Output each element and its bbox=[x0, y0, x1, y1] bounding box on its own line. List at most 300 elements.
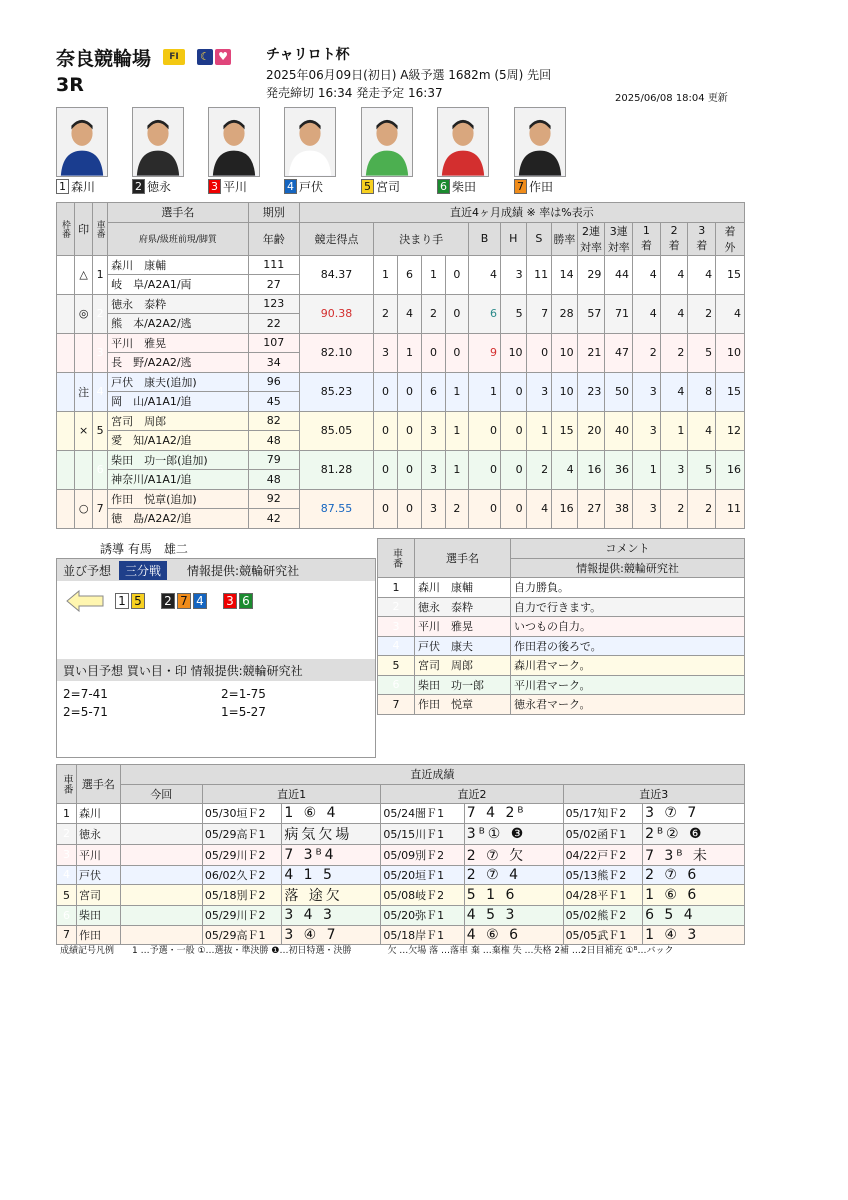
recent-row bbox=[57, 885, 745, 906]
cell-ma: 1 bbox=[445, 411, 468, 450]
cell-ren2: 16 bbox=[577, 450, 605, 489]
cell-win: 15 bbox=[552, 411, 578, 450]
rec-car: 4 bbox=[57, 865, 77, 885]
col-second: 2 着 bbox=[660, 222, 688, 255]
line-car-badge: 1 bbox=[115, 593, 129, 609]
cell-mark: ◎ bbox=[75, 294, 93, 333]
cell-b: 0 bbox=[469, 411, 501, 450]
recent-row bbox=[57, 823, 745, 844]
comment-row bbox=[378, 597, 745, 617]
comment-row bbox=[378, 695, 745, 715]
rec-r1: 3 4 3 bbox=[282, 906, 381, 926]
rec-r2d: 05/08岐Ｆ2 bbox=[381, 885, 464, 906]
cell-f2: 2 bbox=[660, 489, 688, 528]
cell-age: 42 bbox=[248, 509, 299, 529]
line-car-badge: 7 bbox=[177, 593, 191, 609]
cell-makuri: 1 bbox=[397, 333, 421, 372]
cell-hh: 0 bbox=[501, 372, 527, 411]
cell-f2: 1 bbox=[660, 411, 688, 450]
col-ren2: 2連 対率 bbox=[577, 222, 605, 255]
rec-r2d: 05/24闇Ｆ1 bbox=[381, 804, 464, 824]
cmt-provider: 情報提供:競輪研究社 bbox=[511, 558, 745, 578]
cmt-name: 森川 康輔 bbox=[415, 578, 511, 598]
racer-short-name: 徳永 bbox=[147, 179, 172, 194]
cmt-col-name: 選手名 bbox=[415, 539, 511, 578]
cell-car: 4 bbox=[93, 372, 108, 411]
cell-sashi: 0 bbox=[422, 333, 445, 372]
cell-makuri: 0 bbox=[397, 450, 421, 489]
cell-period: 123 bbox=[248, 294, 299, 314]
cell-hh: 0 bbox=[501, 411, 527, 450]
cell-f3: 2 bbox=[688, 489, 716, 528]
cell-s: 4 bbox=[526, 489, 552, 528]
cell-makuri: 0 bbox=[397, 372, 421, 411]
rec-name: 宮司 bbox=[77, 885, 121, 906]
cell-pref: 徳 島/A2A2/追 bbox=[108, 509, 249, 529]
line-car-badge: 4 bbox=[193, 593, 207, 609]
cell-ma: 2 bbox=[445, 489, 468, 528]
cell-win: 16 bbox=[552, 489, 578, 528]
cmt-name: 作田 悦章 bbox=[415, 695, 511, 715]
racer-photo-label bbox=[284, 178, 323, 194]
line-car-badge: 6 bbox=[239, 593, 253, 609]
racer-photo bbox=[361, 107, 413, 177]
car-number-badge: 5 bbox=[361, 179, 374, 194]
cell-f2: 2 bbox=[660, 333, 688, 372]
racer-row bbox=[57, 294, 745, 314]
rec-r3d: 04/22戸Ｆ2 bbox=[563, 844, 643, 865]
cell-name: 森川 康輔 bbox=[108, 255, 249, 275]
col-win: 勝率 bbox=[552, 222, 578, 255]
rec-car: 5 bbox=[57, 885, 77, 906]
recent-row bbox=[57, 906, 745, 926]
line-type: 三分戦 bbox=[119, 561, 167, 580]
comment-row bbox=[378, 656, 745, 676]
rec-r2d: 05/20弥Ｆ1 bbox=[381, 906, 464, 926]
cell-age: 27 bbox=[248, 275, 299, 295]
cell-nige: 0 bbox=[374, 489, 397, 528]
cell-win: 14 bbox=[552, 255, 578, 294]
col-name: 選手名 bbox=[108, 203, 249, 223]
cell-name: 作田 悦章(追加) bbox=[108, 489, 249, 509]
car-number-badge: 1 bbox=[56, 179, 69, 194]
cell-car: 1 bbox=[93, 255, 108, 294]
cmt-text: 作田君の後ろで。 bbox=[511, 636, 745, 656]
line-group bbox=[115, 593, 147, 609]
racer-photo bbox=[437, 107, 489, 177]
line-header bbox=[57, 559, 375, 581]
cmt-col-car: 車番 bbox=[378, 539, 415, 578]
cmt-name: 徳永 泰粋 bbox=[415, 597, 511, 617]
cell-ren2: 27 bbox=[577, 489, 605, 528]
rec-r3: 1 ⑥ 6 bbox=[643, 885, 745, 906]
cell-makuri: 6 bbox=[397, 255, 421, 294]
venue-title: 奈良競輪場 bbox=[56, 48, 152, 70]
line-provider: 情報提供:競輪研究社 bbox=[187, 563, 300, 578]
cell-sashi: 3 bbox=[422, 489, 445, 528]
rec-r3: 2ᴮ② ❻ bbox=[643, 823, 745, 844]
cell-out: 15 bbox=[716, 255, 745, 294]
cmt-name: 柴田 功一郎 bbox=[415, 675, 511, 695]
cell-b: 9 bbox=[469, 333, 501, 372]
rec-name: 戸伏 bbox=[77, 865, 121, 885]
cell-out: 4 bbox=[716, 294, 745, 333]
rec-r2d: 05/18岸Ｆ1 bbox=[381, 925, 464, 945]
cell-mark bbox=[75, 450, 93, 489]
cell-f3: 4 bbox=[688, 411, 716, 450]
rec-col-r2: 直近2 bbox=[381, 784, 563, 804]
cmt-text: 森川君マーク。 bbox=[511, 656, 745, 676]
race-times: 発売締切 16:34 発走予定 16:37 bbox=[266, 86, 443, 100]
rec-r1: 4 1 5 bbox=[282, 865, 381, 885]
rec-r2: 3ᴮ① ❸ bbox=[464, 823, 563, 844]
cell-car: 6 bbox=[93, 450, 108, 489]
cell-name: 平川 雅晃 bbox=[108, 333, 249, 353]
cmt-car: 2 bbox=[378, 597, 415, 617]
col-pref: 府県/級班前現/脚質 bbox=[108, 222, 249, 255]
rec-car: 1 bbox=[57, 804, 77, 824]
col-mark: 印 bbox=[75, 203, 93, 256]
race-info: 2025年06月09日(初日) A級予選 1682m (5周) 先回 bbox=[266, 68, 552, 82]
comment-row bbox=[378, 578, 745, 598]
rec-r1d: 05/29川Ｆ2 bbox=[202, 844, 282, 865]
cell-out: 16 bbox=[716, 450, 745, 489]
cell-pref: 長 野/A2A2/逃 bbox=[108, 353, 249, 373]
racer-photo bbox=[56, 107, 108, 177]
cell-sashi: 6 bbox=[422, 372, 445, 411]
cell-ma: 1 bbox=[445, 450, 468, 489]
cell-car: 5 bbox=[93, 411, 108, 450]
cmt-text: 自力勝負。 bbox=[511, 578, 745, 598]
rec-r2d: 05/09別Ｆ2 bbox=[381, 844, 464, 865]
cell-car: 7 bbox=[93, 489, 108, 528]
cell-s: 7 bbox=[526, 294, 552, 333]
racer-photo-label bbox=[132, 178, 171, 194]
recent-row bbox=[57, 865, 745, 885]
cell-waku bbox=[57, 450, 75, 489]
cell-s: 11 bbox=[526, 255, 552, 294]
rec-r2: 2 ⑦ 4 bbox=[464, 865, 563, 885]
racer-short-name: 柴田 bbox=[452, 179, 477, 194]
col-age: 年齢 bbox=[248, 222, 299, 255]
rec-r1: 7 3ᴮ4 bbox=[282, 844, 381, 865]
cmt-car: 4 bbox=[378, 636, 415, 656]
cell-f3: 4 bbox=[688, 255, 716, 294]
rec-r3d: 05/17知Ｆ2 bbox=[563, 804, 643, 824]
cell-f1: 4 bbox=[633, 294, 661, 333]
rec-col-car: 車番 bbox=[57, 765, 77, 804]
cell-f2: 4 bbox=[660, 255, 688, 294]
rec-now bbox=[120, 804, 202, 824]
cell-out: 11 bbox=[716, 489, 745, 528]
cell-b: 0 bbox=[469, 489, 501, 528]
cell-ma: 0 bbox=[445, 255, 468, 294]
comment-row bbox=[378, 636, 745, 656]
cell-s: 2 bbox=[526, 450, 552, 489]
rec-now bbox=[120, 925, 202, 945]
rec-car: 2 bbox=[57, 823, 77, 844]
cell-mark: 注 bbox=[75, 372, 93, 411]
cell-ren3: 40 bbox=[605, 411, 633, 450]
cell-win: 28 bbox=[552, 294, 578, 333]
cell-name: 徳永 泰粋 bbox=[108, 294, 249, 314]
rec-car: 3 bbox=[57, 844, 77, 865]
cell-mark bbox=[75, 333, 93, 372]
rec-name: 平川 bbox=[77, 844, 121, 865]
cell-sashi: 3 bbox=[422, 450, 445, 489]
cell-pref: 神奈川/A1A1/追 bbox=[108, 470, 249, 490]
cell-ren3: 50 bbox=[605, 372, 633, 411]
cell-s: 1 bbox=[526, 411, 552, 450]
cell-period: 82 bbox=[248, 411, 299, 431]
col-period: 期別 bbox=[248, 203, 299, 223]
col-waku: 枠番 bbox=[57, 203, 75, 256]
cell-waku bbox=[57, 255, 75, 294]
cell-win: 10 bbox=[552, 333, 578, 372]
result-legend: 成績記号凡例 1 …予選・一般 ①…選抜・準決勝 ❶…初日特選・決勝 欠 …欠場 落 …落車 棄 …棄権 失 …失格 2補 …2日目補充 ①ᴮ…バック bbox=[60, 946, 674, 956]
rec-r1d: 05/29川Ｆ2 bbox=[202, 906, 282, 926]
col-car: 車番 bbox=[93, 203, 108, 256]
cmt-text: いつもの自力。 bbox=[511, 617, 745, 637]
racer-photo-label bbox=[514, 178, 553, 194]
rec-r3d: 04/28平Ｆ1 bbox=[563, 885, 643, 906]
direction-arrow-icon bbox=[65, 589, 105, 613]
racer-row bbox=[57, 411, 745, 431]
cell-name: 戸伏 康夫(追加) bbox=[108, 372, 249, 392]
cmt-car: 1 bbox=[378, 578, 415, 598]
car-number-badge: 7 bbox=[514, 179, 527, 194]
cmt-col-comment: コメント bbox=[511, 539, 745, 559]
rec-name: 森川 bbox=[77, 804, 121, 824]
recent-row bbox=[57, 844, 745, 865]
cell-pref: 岐 阜/A2A1/両 bbox=[108, 275, 249, 295]
rec-r2: 7 4 2ᴮ bbox=[464, 804, 563, 824]
cell-f1: 3 bbox=[633, 372, 661, 411]
cell-b: 1 bbox=[469, 372, 501, 411]
cell-car: 3 bbox=[93, 333, 108, 372]
cell-ren2: 57 bbox=[577, 294, 605, 333]
racer-photo-label bbox=[361, 178, 400, 194]
racer-photo-label bbox=[437, 178, 476, 194]
cell-f3: 2 bbox=[688, 294, 716, 333]
cell-sashi: 3 bbox=[422, 411, 445, 450]
col-out: 着 外 bbox=[716, 222, 745, 255]
bet-3: 2=5-71 bbox=[63, 705, 108, 719]
rec-r1: 3 ④ 7 bbox=[282, 925, 381, 945]
cell-f1: 3 bbox=[633, 411, 661, 450]
rec-name: 作田 bbox=[77, 925, 121, 945]
rec-r1d: 05/30垣Ｆ2 bbox=[202, 804, 282, 824]
rec-name: 徳永 bbox=[77, 823, 121, 844]
racer-row bbox=[57, 255, 745, 275]
cell-f2: 4 bbox=[660, 372, 688, 411]
rec-r3d: 05/02函Ｆ1 bbox=[563, 823, 643, 844]
racer-row bbox=[57, 333, 745, 353]
cell-ren2: 29 bbox=[577, 255, 605, 294]
cell-out: 12 bbox=[716, 411, 745, 450]
racer-short-name: 森川 bbox=[71, 179, 96, 194]
rec-car: 7 bbox=[57, 925, 77, 945]
recent-row bbox=[57, 925, 745, 945]
rec-r3: 3 ⑦ 7 bbox=[643, 804, 745, 824]
cell-hh: 0 bbox=[501, 489, 527, 528]
cell-name: 柴田 功一郎(追加) bbox=[108, 450, 249, 470]
cell-b: 6 bbox=[469, 294, 501, 333]
comment-row bbox=[378, 675, 745, 695]
cmt-text: 徳永君マーク。 bbox=[511, 695, 745, 715]
cell-f1: 2 bbox=[633, 333, 661, 372]
cell-waku bbox=[57, 372, 75, 411]
cell-win: 10 bbox=[552, 372, 578, 411]
cell-age: 48 bbox=[248, 470, 299, 490]
rec-r2: 5 1 6 bbox=[464, 885, 563, 906]
cell-ma: 0 bbox=[445, 333, 468, 372]
cell-ren3: 71 bbox=[605, 294, 633, 333]
cell-sashi: 1 bbox=[422, 255, 445, 294]
racer-photo-label bbox=[208, 178, 247, 194]
rec-now bbox=[120, 844, 202, 865]
rec-col-r1: 直近1 bbox=[202, 784, 381, 804]
cell-ren2: 23 bbox=[577, 372, 605, 411]
cell-mark: ○ bbox=[75, 489, 93, 528]
racer-photo-label bbox=[56, 178, 95, 194]
cell-waku bbox=[57, 333, 75, 372]
line-label: 並び予想 bbox=[63, 563, 112, 578]
rec-r3: 7 3ᴮ 未 bbox=[643, 844, 745, 865]
cell-pref: 岡 山/A1A1/追 bbox=[108, 392, 249, 412]
cell-ren3: 38 bbox=[605, 489, 633, 528]
cell-score: 90.38 bbox=[299, 294, 374, 333]
racer-short-name: 作田 bbox=[529, 179, 554, 194]
cell-ren2: 21 bbox=[577, 333, 605, 372]
cmt-car: 7 bbox=[378, 695, 415, 715]
rec-now bbox=[120, 823, 202, 844]
cell-b: 4 bbox=[469, 255, 501, 294]
cell-hh: 5 bbox=[501, 294, 527, 333]
rec-r1: 1 ⑥ 4 bbox=[282, 804, 381, 824]
cell-score: 85.23 bbox=[299, 372, 374, 411]
col-kimari: 決まり手 bbox=[374, 222, 469, 255]
rec-car: 6 bbox=[57, 906, 77, 926]
bet-1: 2=7-41 bbox=[63, 687, 108, 701]
rec-r3: 1 ④ 3 bbox=[643, 925, 745, 945]
racer-short-name: 平川 bbox=[223, 179, 248, 194]
cell-ma: 1 bbox=[445, 372, 468, 411]
col-b: B bbox=[469, 222, 501, 255]
cell-f3: 8 bbox=[688, 372, 716, 411]
racer-row bbox=[57, 489, 745, 509]
cmt-car: 5 bbox=[378, 656, 415, 676]
cell-score: 82.10 bbox=[299, 333, 374, 372]
line-group bbox=[161, 593, 209, 609]
rec-r3: 6 5 4 bbox=[643, 906, 745, 926]
racer-photo bbox=[514, 107, 566, 177]
cell-pref: 熊 本/A2A2/逃 bbox=[108, 314, 249, 334]
cell-period: 79 bbox=[248, 450, 299, 470]
guide-rider: 誘導 有馬 雄二 bbox=[100, 542, 188, 556]
cell-score: 84.37 bbox=[299, 255, 374, 294]
cell-win: 4 bbox=[552, 450, 578, 489]
rec-r1: 落 途欠 bbox=[282, 885, 381, 906]
racer-photo bbox=[284, 107, 336, 177]
cell-f3: 5 bbox=[688, 450, 716, 489]
cell-age: 48 bbox=[248, 431, 299, 451]
col-ren3: 3連 対率 bbox=[605, 222, 633, 255]
col-s: S bbox=[526, 222, 552, 255]
cell-mark: △ bbox=[75, 255, 93, 294]
cell-age: 22 bbox=[248, 314, 299, 334]
col-third: 3 着 bbox=[688, 222, 716, 255]
cell-nige: 0 bbox=[374, 411, 397, 450]
bet-header: 買い目予想 買い目・印 情報提供:競輪研究社 bbox=[57, 659, 375, 681]
cmt-car: 6 bbox=[378, 675, 415, 695]
rec-title: 直近成績 bbox=[120, 765, 744, 785]
rec-r1d: 06/02久Ｆ2 bbox=[202, 865, 282, 885]
rec-name: 柴田 bbox=[77, 906, 121, 926]
rec-r3d: 05/05武Ｆ1 bbox=[563, 925, 643, 945]
rec-r3d: 05/02熊Ｆ2 bbox=[563, 906, 643, 926]
cmt-name: 戸伏 康夫 bbox=[415, 636, 511, 656]
rec-col-now: 今回 bbox=[120, 784, 202, 804]
comment-table bbox=[377, 538, 745, 715]
bet-2: 2=1-75 bbox=[221, 687, 266, 701]
cell-s: 3 bbox=[526, 372, 552, 411]
cmt-text: 自力で行きます。 bbox=[511, 597, 745, 617]
cell-sashi: 2 bbox=[422, 294, 445, 333]
cell-score: 81.28 bbox=[299, 450, 374, 489]
cell-period: 111 bbox=[248, 255, 299, 275]
rec-now bbox=[120, 906, 202, 926]
rec-r2: 4 ⑥ 6 bbox=[464, 925, 563, 945]
rec-col-name: 選手名 bbox=[77, 765, 121, 804]
rec-r3d: 05/13熊Ｆ2 bbox=[563, 865, 643, 885]
race-number: 3R bbox=[56, 74, 84, 96]
cell-waku bbox=[57, 489, 75, 528]
cell-f2: 3 bbox=[660, 450, 688, 489]
rec-r2d: 05/15川Ｆ1 bbox=[381, 823, 464, 844]
cell-f1: 3 bbox=[633, 489, 661, 528]
rec-now bbox=[120, 865, 202, 885]
racer-row bbox=[57, 450, 745, 470]
moon-icon: ☾ bbox=[197, 49, 213, 65]
racer-table bbox=[56, 202, 745, 529]
rec-r1d: 05/29高Ｆ1 bbox=[202, 925, 282, 945]
updated-time: 2025/06/08 18:04 更新 bbox=[615, 93, 728, 104]
car-number-badge: 4 bbox=[284, 179, 297, 194]
cell-waku bbox=[57, 294, 75, 333]
cell-waku bbox=[57, 411, 75, 450]
bet-4: 1=5-27 bbox=[221, 705, 266, 719]
cmt-text: 平川君マーク。 bbox=[511, 675, 745, 695]
rec-r1: 病気欠場 bbox=[282, 823, 381, 844]
comment-row bbox=[378, 617, 745, 637]
cell-age: 45 bbox=[248, 392, 299, 412]
cell-f1: 4 bbox=[633, 255, 661, 294]
cell-car: 2 bbox=[93, 294, 108, 333]
rec-r3: 2 ⑦ 6 bbox=[643, 865, 745, 885]
recent-results-table bbox=[56, 764, 745, 945]
racer-short-name: 宮司 bbox=[376, 179, 401, 194]
cell-mark: × bbox=[75, 411, 93, 450]
cell-ren3: 47 bbox=[605, 333, 633, 372]
line-prediction-box bbox=[56, 558, 376, 758]
col-recent: 直近4ヶ月成績 ※ 率は%表示 bbox=[299, 203, 744, 223]
cell-b: 0 bbox=[469, 450, 501, 489]
cell-period: 96 bbox=[248, 372, 299, 392]
cell-nige: 0 bbox=[374, 450, 397, 489]
cell-out: 15 bbox=[716, 372, 745, 411]
col-h: H bbox=[501, 222, 527, 255]
